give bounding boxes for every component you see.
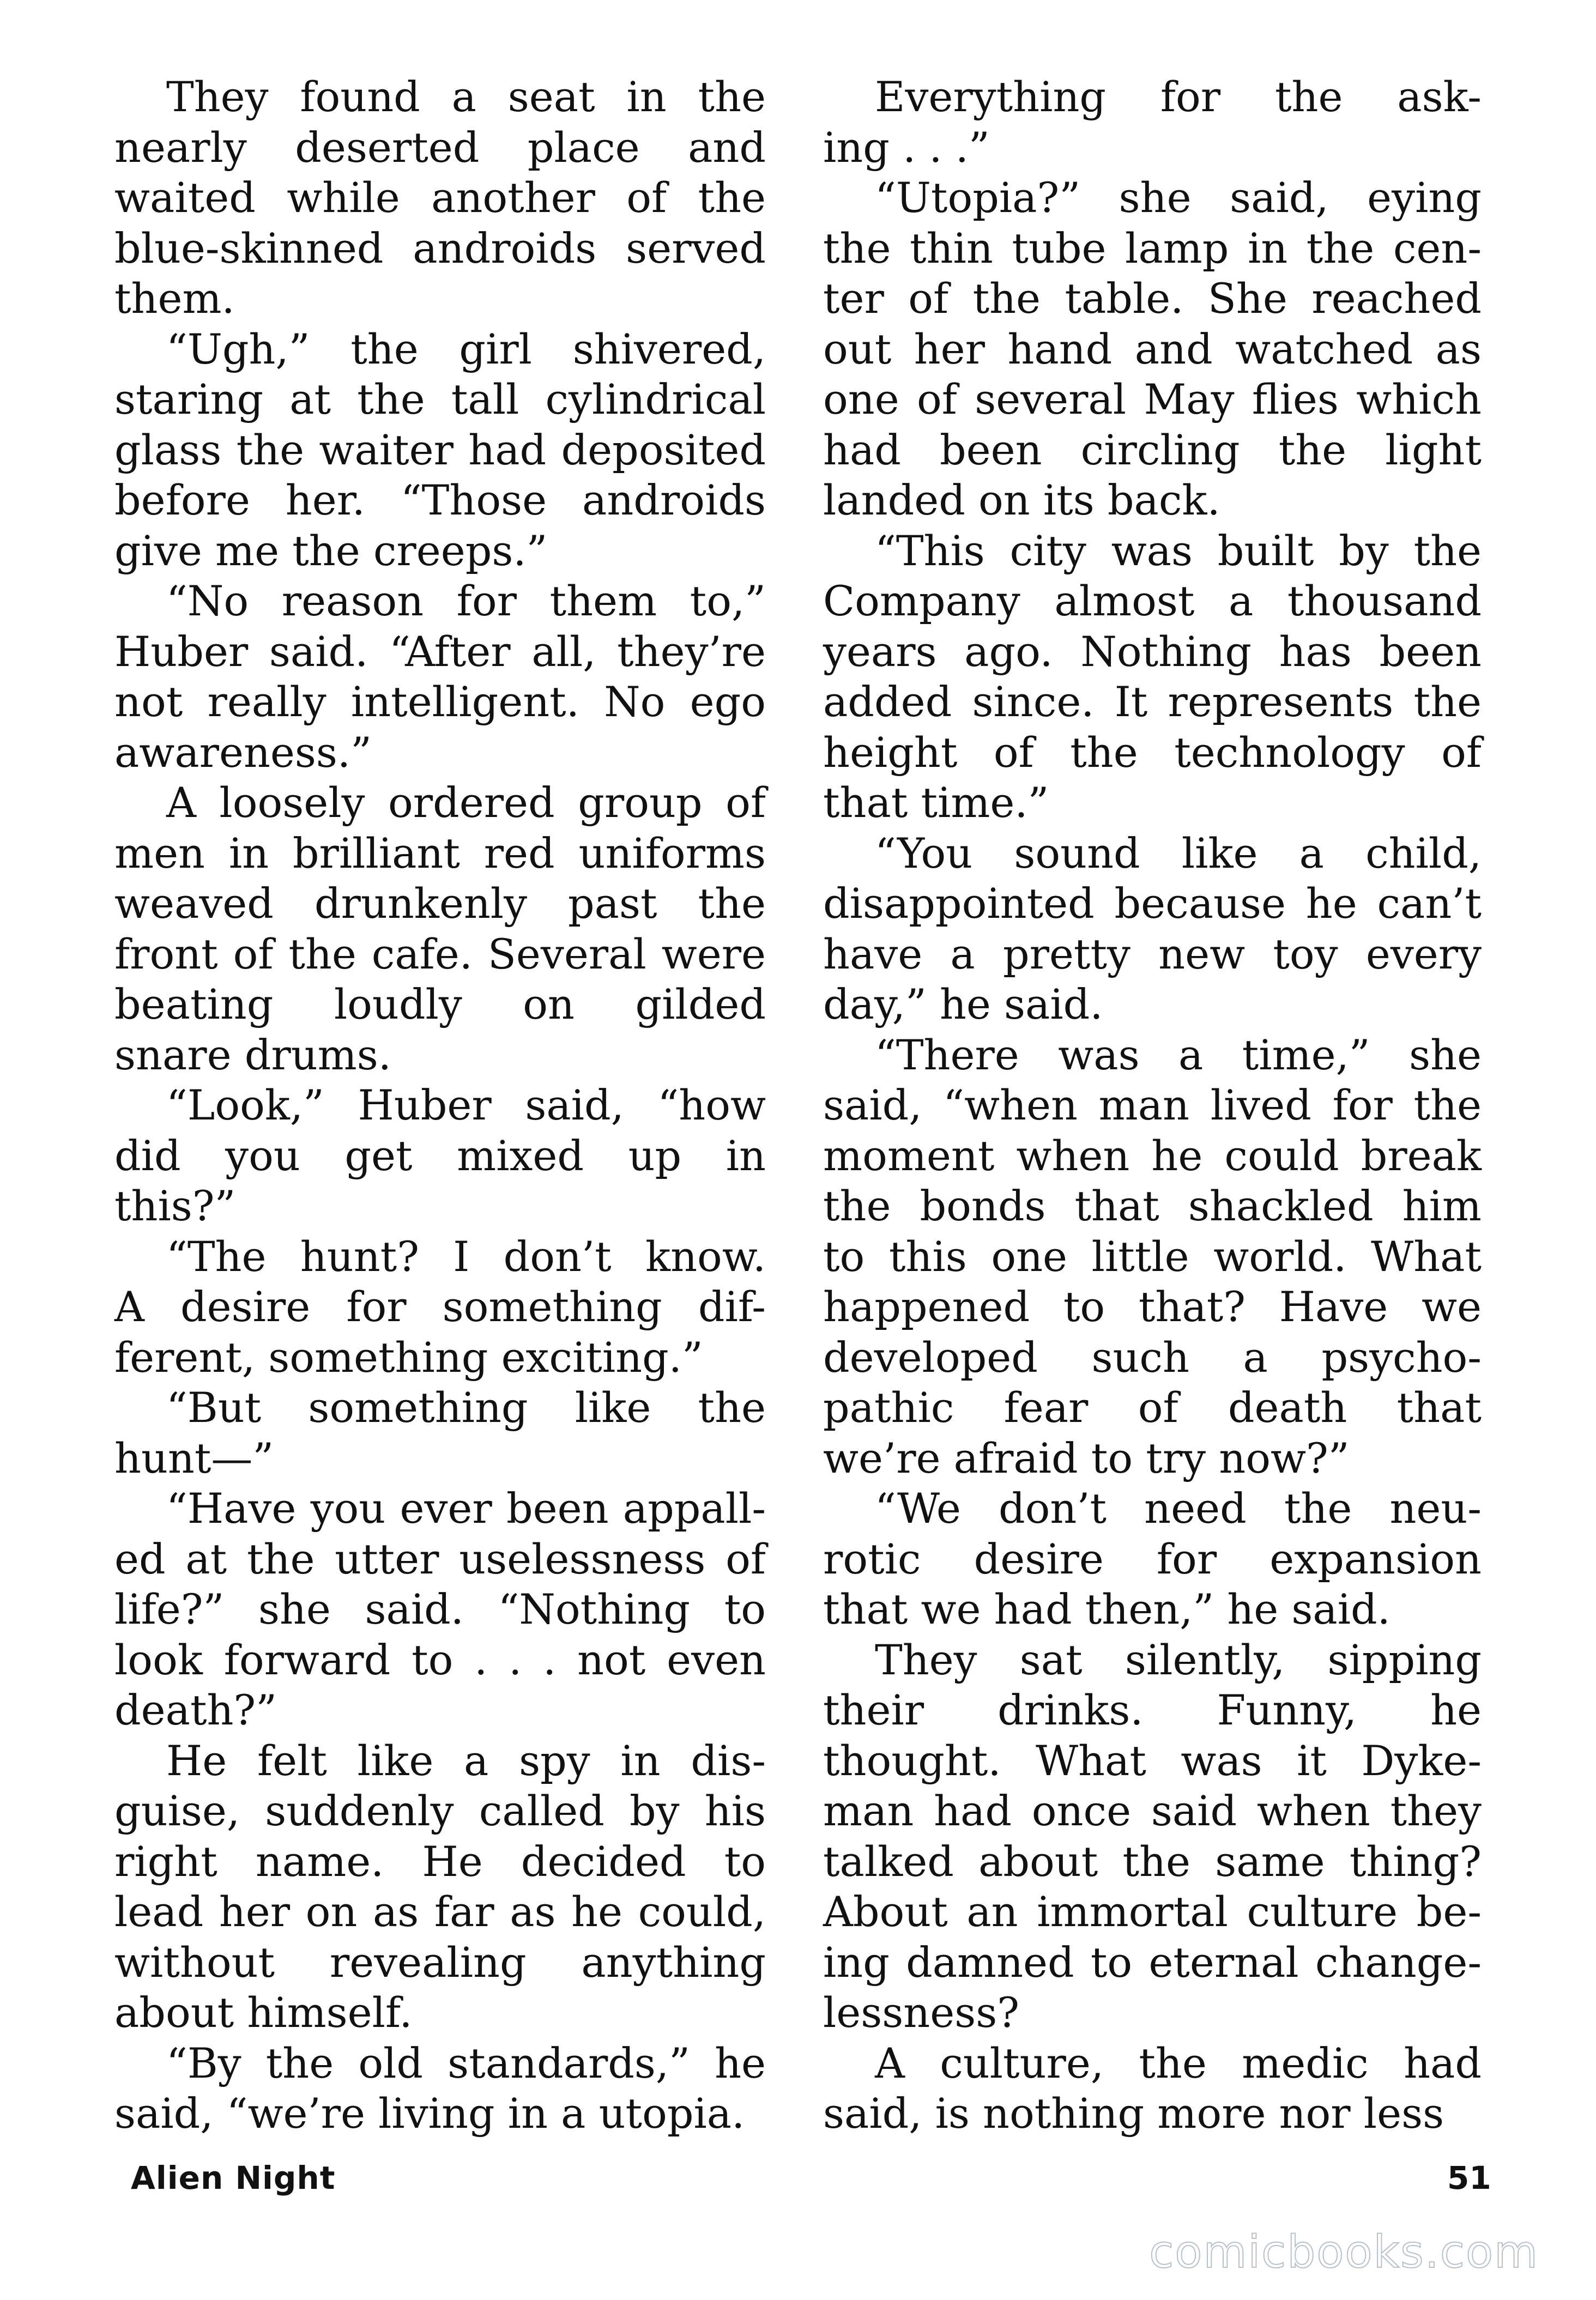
paragraph — [823, 1635, 1482, 2038]
text-line: men in brilliant red uniforms — [114, 828, 766, 877]
text-line: one of several May flies which — [823, 375, 1482, 423]
paragraph — [114, 576, 766, 778]
text-line: pathic fear of death that — [823, 1383, 1482, 1432]
paragraph — [823, 526, 1482, 828]
text-line: said, is nothing more nor less — [823, 2089, 1444, 2138]
text-line: moment when he could break — [823, 1131, 1482, 1180]
paragraph — [114, 1232, 766, 1383]
text-line: thought. What was it Dyke- — [823, 1736, 1482, 1785]
text-line: that we had then,” he said. — [823, 1585, 1391, 1633]
paragraph — [823, 1484, 1482, 1635]
right-text-column — [823, 72, 1482, 2139]
text-line: waited while another of the — [114, 173, 766, 222]
text-line: “Look,” Huber said, “how — [166, 1081, 766, 1129]
paragraph — [114, 1736, 766, 2038]
text-line: guise, suddenly called by his — [114, 1787, 766, 1835]
text-line: about himself. — [114, 1988, 413, 2037]
paragraph — [114, 778, 766, 1080]
paragraph — [114, 72, 766, 324]
text-line: landed on its back. — [823, 476, 1220, 524]
text-line: did you get mixed up in — [114, 1131, 766, 1180]
text-line: that time.” — [823, 778, 1049, 827]
paragraph — [823, 2038, 1482, 2139]
text-line: “No reason for them to,” — [166, 577, 766, 625]
text-line: added since. It represents the — [823, 677, 1482, 726]
text-line: out her hand and watched as — [823, 324, 1482, 373]
text-line: A culture, the medic had — [875, 2038, 1482, 2087]
text-line: talked about the same thing? — [823, 1837, 1482, 1886]
text-line: not really intelligent. No ego — [114, 677, 766, 726]
text-line: to this one little world. What — [823, 1232, 1482, 1281]
text-line: said, “we’re living in a utopia. — [114, 2089, 745, 2138]
text-line: “Have you ever been appall- — [166, 1484, 766, 1533]
text-line: “Utopia?” she said, eying — [875, 173, 1482, 222]
text-line: ing damned to eternal change- — [823, 1938, 1482, 1987]
text-line: man had once said when they — [823, 1787, 1482, 1835]
text-line: we’re afraid to try now?” — [823, 1433, 1350, 1482]
text-line: front of the cafe. Several were — [114, 929, 766, 978]
text-line: awareness.” — [114, 728, 372, 777]
text-line: Company almost a thousand — [823, 577, 1482, 625]
text-line: lessness? — [823, 1988, 1019, 2037]
paragraph — [823, 828, 1482, 1030]
paragraph — [823, 173, 1482, 526]
paragraph — [114, 324, 766, 577]
text-line: nearly deserted place and — [114, 123, 766, 172]
text-line: have a pretty new toy every — [823, 929, 1482, 978]
text-line: “We don’t need the neu- — [875, 1484, 1482, 1533]
text-line: beating loudly on gilded — [114, 980, 766, 1028]
text-line: had been circling the light — [823, 425, 1482, 474]
text-line: weaved drunkenly past the — [114, 879, 766, 928]
text-line: blue-skinned androids served — [114, 223, 766, 273]
text-line: rotic desire for expansion — [823, 1534, 1482, 1583]
text-line: disappointed because he can’t — [823, 879, 1482, 928]
text-line: “By the old standards,” he — [166, 2038, 766, 2087]
text-line: the bonds that shackled him — [823, 1182, 1482, 1230]
text-line: look forward to . . . not even — [114, 1635, 766, 1684]
text-line: “You sound like a child, — [875, 828, 1482, 877]
text-line: height of the technology of — [823, 728, 1482, 777]
text-line: happened to that? Have we — [823, 1282, 1482, 1331]
text-line: They sat silently, sipping — [875, 1635, 1482, 1684]
running-title: Alien Night — [131, 2159, 336, 2196]
text-line: right name. He decided to — [114, 1837, 766, 1886]
text-line: give me the creeps.” — [114, 526, 548, 575]
text-line: said, “when man lived for the — [823, 1081, 1482, 1129]
text-line: glass the waiter had deposited — [114, 425, 766, 474]
text-line: About an immortal culture be- — [823, 1887, 1482, 1936]
text-line: snare drums. — [114, 1030, 391, 1079]
text-line: ter of the table. She reached — [823, 274, 1482, 323]
paragraph — [114, 2038, 766, 2139]
text-line: without revealing anything — [114, 1938, 766, 1987]
left-text-column — [114, 72, 766, 2139]
text-line: Everything for the ask- — [875, 72, 1482, 121]
text-line: ferent, something exciting.” — [114, 1333, 703, 1382]
text-line: A loosely ordered group of — [166, 778, 766, 827]
text-line: the thin tube lamp in the cen- — [823, 223, 1482, 273]
text-line: hunt—” — [114, 1433, 274, 1482]
text-line: Huber said. “After all, they’re — [114, 627, 766, 676]
text-line: death?” — [114, 1686, 277, 1734]
text-line: A desire for something dif- — [114, 1282, 766, 1331]
text-line: “But something like the — [166, 1383, 766, 1432]
text-line: developed such a psycho- — [823, 1333, 1482, 1382]
paragraph — [114, 1080, 766, 1232]
text-line: They found a seat in the — [166, 72, 766, 121]
page-number: 51 — [1447, 2159, 1491, 2196]
text-line: years ago. Nothing has been — [823, 627, 1482, 676]
text-line: lead her on as far as he could, — [114, 1887, 766, 1936]
text-line: “Ugh,” the girl shivered, — [166, 324, 766, 373]
text-line: this?” — [114, 1182, 236, 1230]
paragraph — [114, 1484, 766, 1736]
text-line: He felt like a spy in dis- — [166, 1736, 766, 1785]
text-line: “This city was built by the — [875, 526, 1482, 575]
paragraph — [823, 1030, 1482, 1484]
text-line: ing . . .” — [823, 123, 990, 172]
text-line: them. — [114, 274, 235, 323]
paragraph — [114, 1383, 766, 1484]
text-line: ed at the utter uselessness of — [114, 1534, 766, 1583]
text-line: “The hunt? I don’t know. — [166, 1232, 766, 1281]
text-line: before her. “Those androids — [114, 476, 766, 524]
text-line: their drinks. Funny, he — [823, 1686, 1482, 1734]
text-line: day,” he said. — [823, 980, 1103, 1028]
text-line: staring at the tall cylindrical — [114, 375, 766, 423]
text-line: “There was a time,” she — [875, 1030, 1482, 1079]
watermark: comicbooks.com — [1149, 2226, 1539, 2278]
paragraph — [823, 72, 1482, 173]
text-line: life?” she said. “Nothing to — [114, 1585, 766, 1633]
